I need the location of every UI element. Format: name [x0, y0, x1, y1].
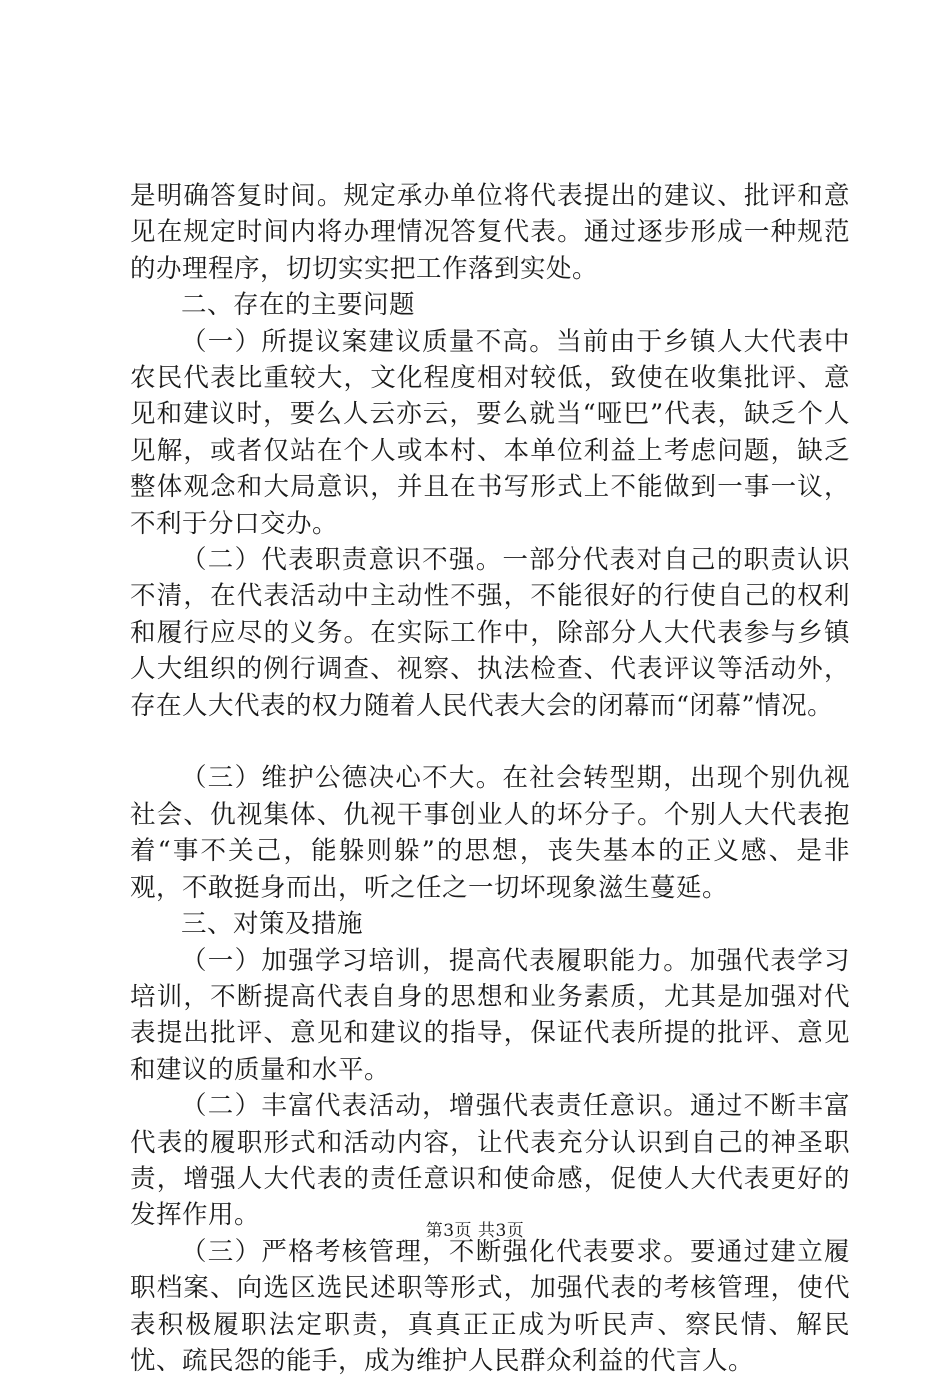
- paragraph-measure-1: （一）加强学习培训，提高代表履职能力。加强代表学习培训，不断提高代表自身的思想和业务素质，尤其是加强对代表提出批评、意见和建议的指导，保证代表所提的批评、意见和建议的质量和水平。: [130, 945, 850, 1085]
- paragraph-measure-2: （二）丰富代表活动，增强代表责任意识。通过不断丰富代表的履职形式和活动内容，让代表充分认识到自己的神圣职责，增强人大代表的责任意识和使命感，促使人大代表更好的发挥作用。: [130, 1091, 850, 1231]
- paragraph-measure-3: （三）严格考核管理，不断强化代表要求。要通过建立履职档案、向选区选民述职等形式，加强代表的考核管理，使代表积极履职法定职责，真真正正成为听民声、察民情、解民忧、疏民怨的能手，成为维护人民群众利益的代言人。: [130, 1236, 850, 1376]
- page-footer: 第3页 共3页: [425, 1221, 525, 1241]
- paragraph-problem-1: （一）所提议案建议质量不高。当前由于乡镇人大代表中农民代表比重较大，文化程度相对较低，致使在收集批评、意见和建议时，要么人云亦云，要么就当“哑巴”代表，缺乏个人见解，或者仅站在个人或本村、本单位利益上考虑问题，缺乏整体观念和大局意识，并且在书写形式上不能做到一事一议，不利于分口交办。: [130, 326, 850, 539]
- section-heading-problems: 二、存在的主要问题: [181, 290, 416, 321]
- paragraph-continuation: 是明确答复时间。规定承办单位将代表提出的建议、批评和意见在规定时间内将办理情况答复代表。通过逐步形成一种规范的办理程序，切切实实把工作落到实处。: [130, 181, 850, 284]
- section-heading-measures: 三、对策及措施: [181, 909, 364, 940]
- document-body: [130, 178, 850, 1379]
- paragraph-problem-2: （二）代表职责意识不强。一部分代表对自己的职责认识不清，在代表活动中主动性不强，不能很好的行使自己的权利和履行应尽的义务。在实际工作中，除部分人大代表参与乡镇人大组织的例行调查、视察、执法检查、代表评议等活动外，存在人大代表的权力随着人民代表大会的闭幕而“闭幕”情况。: [130, 545, 850, 721]
- paragraph-problem-3: （三）维护公德决心不大。在社会转型期，出现个别仇视社会、仇视集体、仇视干事创业人的坏分子。个别人大代表抱着“事不关己，能躲则躲”的思想，丧失基本的正义感、是非观，不敢挺身而出，听之任之一切坏现象滋生蔓延。: [130, 763, 850, 903]
